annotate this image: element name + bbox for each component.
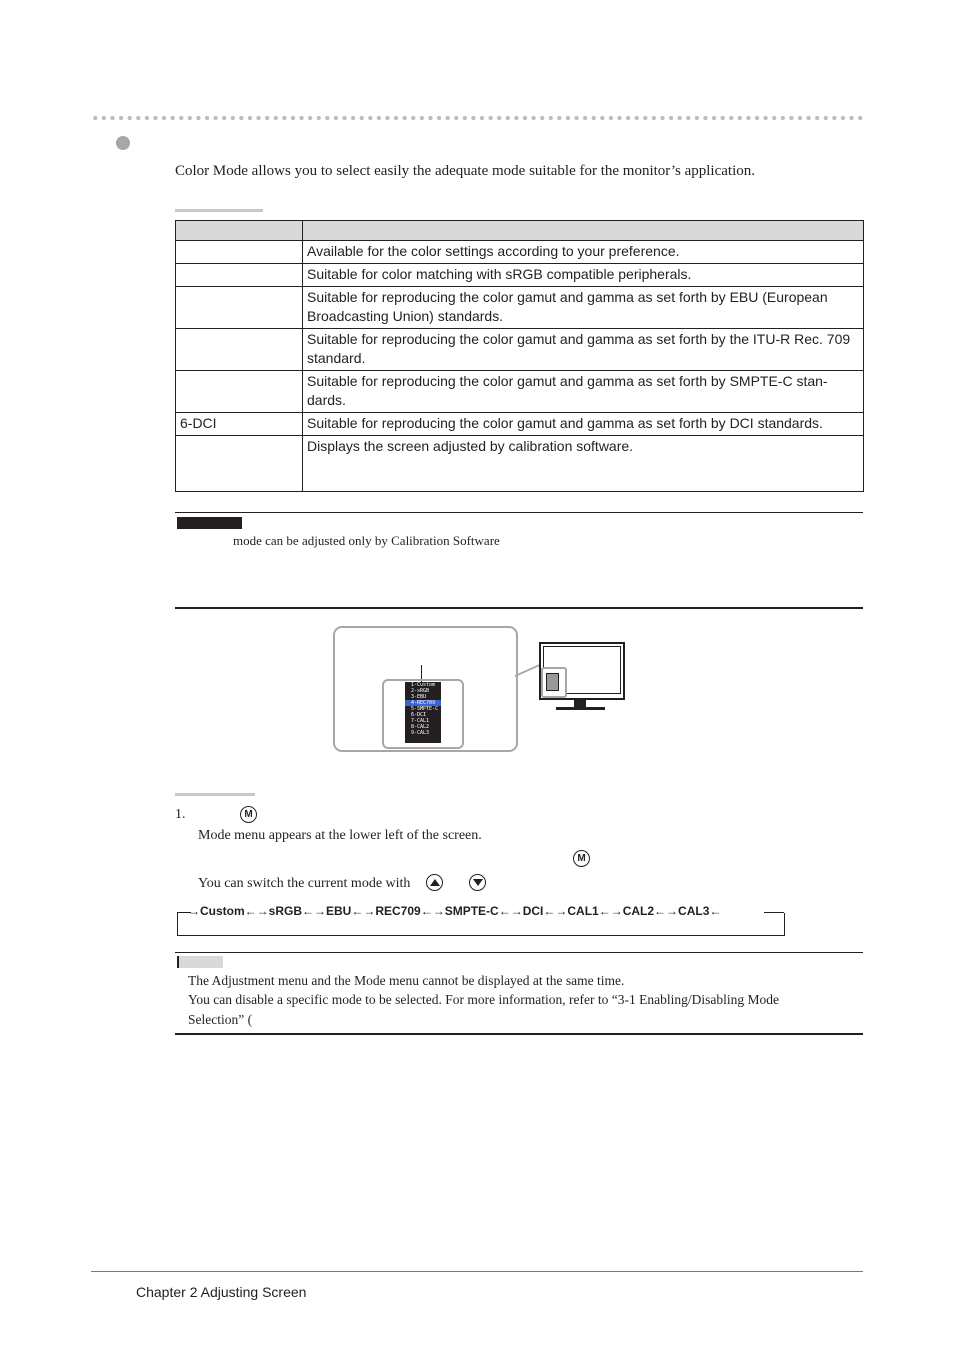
footer-chapter: Chapter 2 Adjusting Screen bbox=[136, 1284, 307, 1300]
mode-button-icon: M bbox=[240, 806, 257, 823]
osd-menu-item: 4-REC709 bbox=[405, 700, 441, 706]
mode-cell bbox=[176, 287, 303, 329]
osd-menu-item: 1-Custom bbox=[411, 682, 436, 688]
note2-line-3: Selection” ( bbox=[188, 1012, 253, 1027]
description-cell: Suitable for reproducing the color gamut and gamma as set forth by DCI standards. bbox=[303, 413, 864, 436]
note2-bottom-rule bbox=[175, 1033, 863, 1035]
mode-cell bbox=[176, 436, 303, 492]
description-cell: Suitable for reproducing the color gamut and gamma as set forth by EBU (European Broadcasting Union) standards. bbox=[303, 287, 864, 329]
table-row bbox=[176, 371, 864, 413]
dotted-separator bbox=[91, 115, 863, 121]
table-header-mode bbox=[176, 221, 303, 241]
table-row bbox=[176, 287, 864, 329]
mode-cell: 6-DCI bbox=[176, 413, 303, 436]
footer-rule bbox=[91, 1271, 863, 1272]
callout-connector bbox=[515, 663, 541, 688]
table-heading-bar bbox=[175, 209, 263, 212]
step-line-3: You can switch the current mode with bbox=[198, 876, 411, 891]
mode-cell bbox=[176, 264, 303, 287]
mode-cell bbox=[176, 329, 303, 371]
table-row bbox=[176, 329, 864, 371]
description-cell: Displays the screen adjusted by calibration software. bbox=[303, 436, 864, 492]
table-header-row bbox=[176, 221, 864, 241]
color-mode-table bbox=[175, 220, 864, 492]
mode-button-icon: M bbox=[573, 850, 590, 867]
down-button-icon bbox=[469, 874, 486, 891]
attention-label bbox=[177, 517, 242, 529]
mode-cell bbox=[176, 371, 303, 413]
note-top-rule bbox=[175, 512, 863, 513]
section-rule bbox=[175, 607, 863, 609]
procedure-heading-bar bbox=[175, 793, 255, 796]
osd-menu-item: 6-DCI bbox=[411, 712, 427, 718]
osd-menu-item: 3-EBU bbox=[411, 694, 427, 700]
osd-menu-item: 2-sRGB bbox=[411, 688, 430, 694]
osd-menu-item: 7-CAL1 bbox=[411, 718, 430, 724]
description-cell: Suitable for reproducing the color gamut and gamma as set forth by the ITU-R Rec. 709 standard. bbox=[303, 329, 864, 371]
osd-menu-item: 5-SMPTE-C bbox=[411, 706, 439, 712]
description-cell: Suitable for color matching with sRGB compatible peripherals. bbox=[303, 264, 864, 287]
monitor-stand bbox=[574, 698, 586, 707]
note2-line-2: You can disable a specific mode to be selected. For more information, refer to “3-1 Enabling/Disabling Mode bbox=[188, 992, 779, 1007]
note2-top-rule bbox=[175, 952, 863, 953]
step-line-1: Mode menu appears at the lower left of the screen. bbox=[198, 828, 482, 843]
calibration-note: mode can be adjusted only by Calibration Software bbox=[233, 533, 500, 548]
up-arrow-icon bbox=[430, 879, 440, 886]
monitor-base bbox=[556, 707, 605, 710]
table-row bbox=[176, 241, 864, 264]
note-label bbox=[177, 956, 223, 968]
up-button-icon bbox=[426, 874, 443, 891]
table-row bbox=[176, 413, 864, 436]
mode-cycle-text: →Custom←→sRGB←→EBU←→REC709←→SMPTE-C←→DCI←→CAL1←→CAL2←→CAL3← bbox=[188, 904, 722, 918]
intro-text: Color Mode allows you to select easily the adequate mode suitable for the monitor’s application. bbox=[175, 163, 755, 179]
monitor-osd-icon bbox=[546, 673, 559, 691]
down-arrow-icon bbox=[473, 879, 483, 886]
note2-line-1: The Adjustment menu and the Mode menu cannot be displayed at the same time. bbox=[188, 973, 625, 988]
description-cell: Available for the color settings according to your preference. bbox=[303, 241, 864, 264]
description-cell: Suitable for reproducing the color gamut and gamma as set forth by SMPTE-C stan-dards. bbox=[303, 371, 864, 413]
section-bullet-icon bbox=[116, 136, 130, 150]
table-header-description bbox=[303, 221, 864, 241]
table-row bbox=[176, 264, 864, 287]
osd-menu-item: 9-CAL3 bbox=[411, 730, 430, 736]
mode-cell bbox=[176, 241, 303, 264]
table-row bbox=[176, 436, 864, 492]
osd-menu-item: 8-CAL2 bbox=[411, 724, 430, 730]
step-number: 1. bbox=[175, 807, 186, 822]
mode-menu-osd bbox=[405, 682, 441, 743]
